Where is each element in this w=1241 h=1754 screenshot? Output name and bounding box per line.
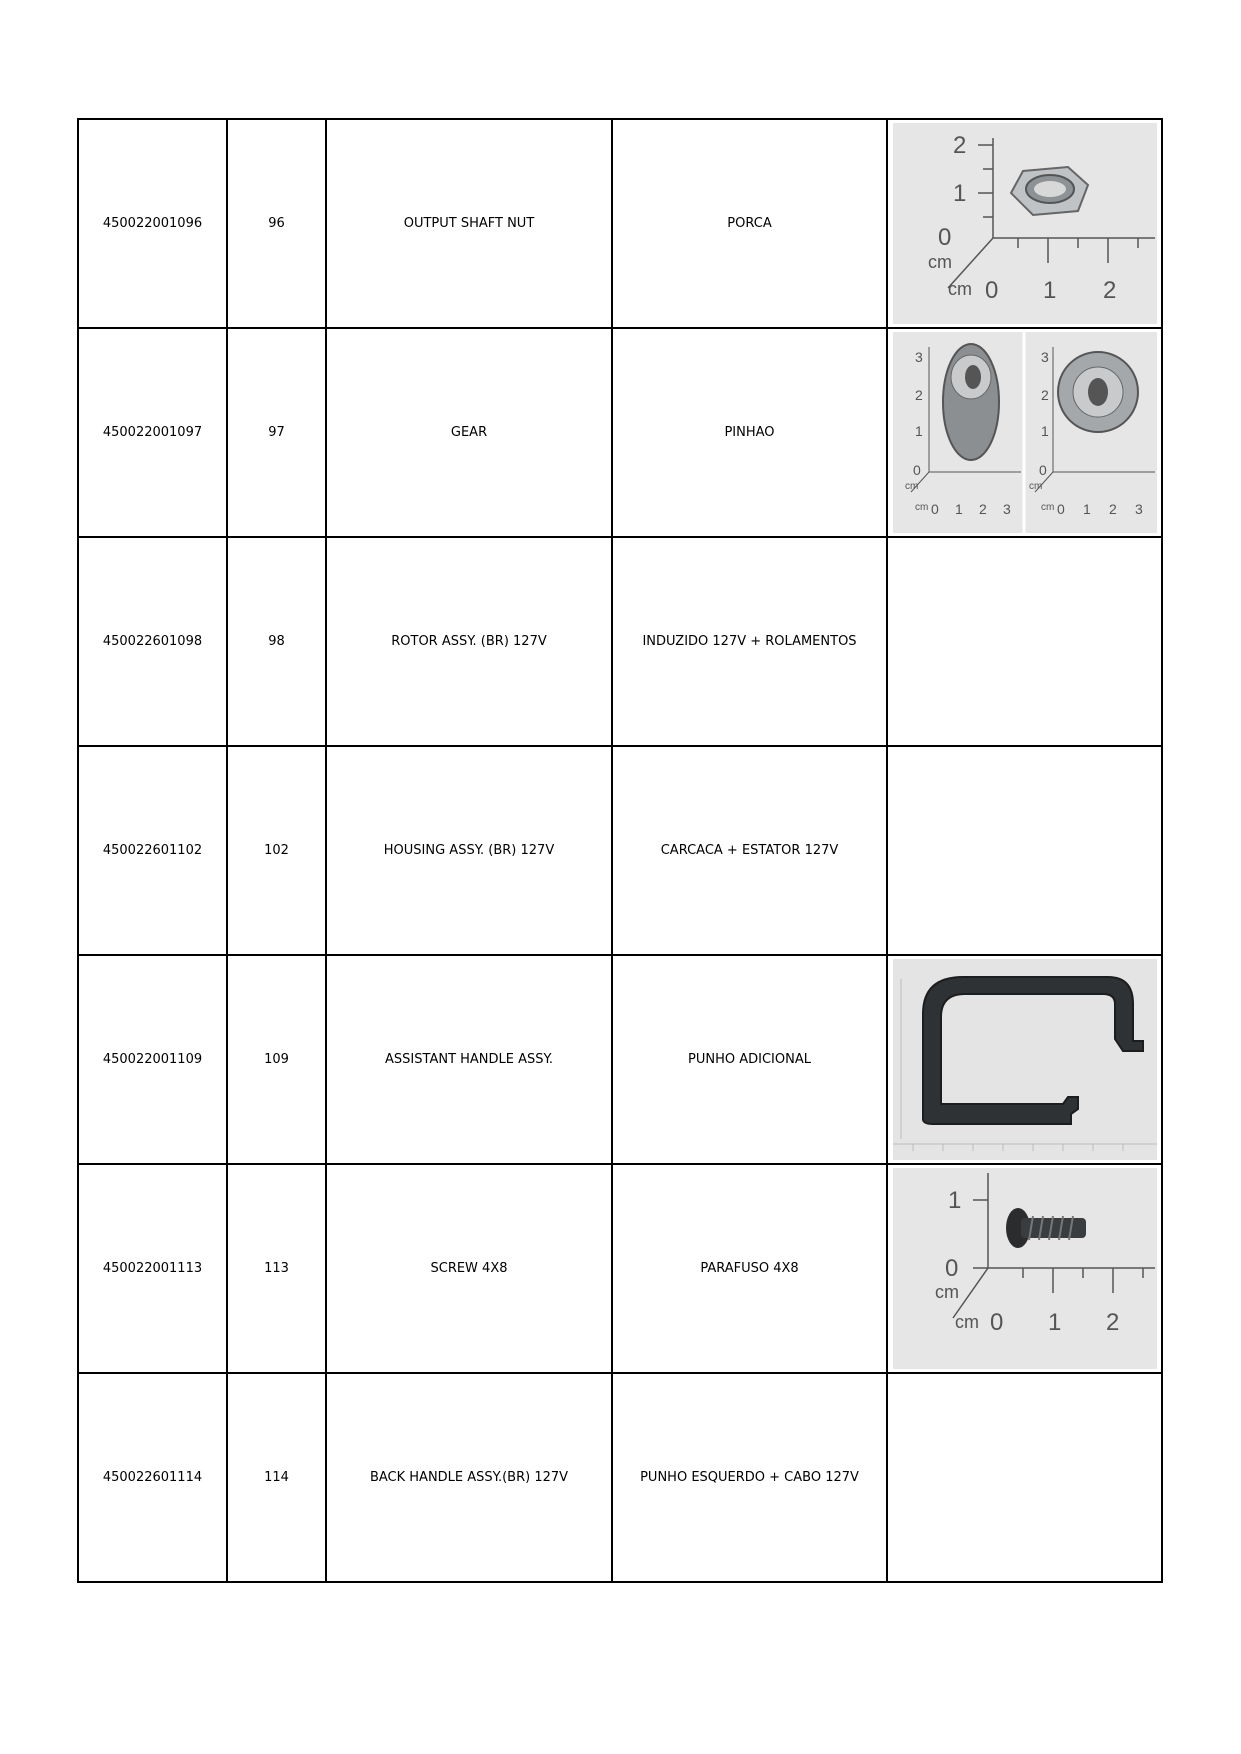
scale-label: 1 (952, 180, 966, 207)
position-number: 97 (227, 328, 326, 537)
position-number: 109 (227, 955, 326, 1164)
scale-label: 1 (914, 423, 923, 439)
scale-label: 2 (914, 387, 923, 403)
part-image-cell (887, 328, 1162, 537)
scale-label: 3 (1134, 501, 1143, 517)
scale-unit: cm (904, 481, 918, 492)
table-row (78, 955, 1162, 1164)
scale-label: 0 (930, 501, 939, 517)
position-number: 102 (227, 746, 326, 955)
scale-unit: cm (914, 502, 928, 513)
description-pt: PUNHO ESQUERDO + CABO 127V (612, 1373, 887, 1582)
handle-photo (893, 959, 1157, 1160)
part-code: 450022601098 (78, 537, 227, 746)
scale-label: 3 (1002, 501, 1011, 517)
scale-label: 0 (1038, 462, 1047, 478)
parts-table (77, 118, 1163, 1583)
scale-unit: cm (934, 1282, 959, 1302)
scale-label: 1 (954, 501, 963, 517)
scale-label: 0 (989, 1309, 1003, 1336)
gear-photo (893, 332, 1157, 533)
position-number: 113 (227, 1164, 326, 1373)
nut-photo (893, 123, 1157, 324)
scale-label: 0 (1056, 501, 1065, 517)
scale-label: 2 (1040, 387, 1049, 403)
part-image-cell (887, 746, 1162, 955)
scale-unit: cm (927, 252, 952, 272)
part-code: 450022601114 (78, 1373, 227, 1582)
scale-label: 3 (1040, 349, 1049, 365)
description-pt: INDUZIDO 127V + ROLAMENTOS (612, 537, 887, 746)
part-code: 450022601102 (78, 746, 227, 955)
description-en: ROTOR ASSY. (BR) 127V (326, 537, 612, 746)
scale-label: 2 (978, 501, 987, 517)
screw-photo (893, 1168, 1157, 1369)
description-en: HOUSING ASSY. (BR) 127V (326, 746, 612, 955)
table-row (78, 328, 1162, 537)
description-pt: PINHAO (612, 328, 887, 537)
description-en: ASSISTANT HANDLE ASSY. (326, 955, 612, 1164)
description-en: OUTPUT SHAFT NUT (326, 119, 612, 328)
description-pt: PARAFUSO 4X8 (612, 1164, 887, 1373)
position-number: 114 (227, 1373, 326, 1582)
scale-label: 0 (984, 277, 998, 304)
scale-label: 1 (1042, 277, 1056, 304)
table-row (78, 746, 1162, 955)
description-pt: PUNHO ADICIONAL (612, 955, 887, 1164)
part-code: 450022001096 (78, 119, 227, 328)
part-image-cell (887, 1373, 1162, 1582)
part-code: 450022001113 (78, 1164, 227, 1373)
scale-label: 2 (952, 132, 966, 159)
scale-label: 0 (937, 224, 951, 251)
part-image-cell (887, 1164, 1162, 1373)
part-image-cell (887, 955, 1162, 1164)
scale-label: 1 (1082, 501, 1091, 517)
scale-label: 2 (1102, 277, 1116, 304)
table-row (78, 1164, 1162, 1373)
description-en: GEAR (326, 328, 612, 537)
scale-label: 2 (1108, 501, 1117, 517)
scale-label: 1 (947, 1187, 961, 1214)
position-number: 96 (227, 119, 326, 328)
scale-label: 3 (914, 349, 923, 365)
scale-unit: cm (1028, 481, 1042, 492)
part-code: 450022001097 (78, 328, 227, 537)
description-pt: CARCACA + ESTATOR 127V (612, 746, 887, 955)
scale-label: 0 (944, 1255, 958, 1282)
table-row (78, 1373, 1162, 1582)
scale-label: 1 (1040, 423, 1049, 439)
scale-unit: cm (954, 1312, 979, 1332)
part-code: 450022001109 (78, 955, 227, 1164)
scale-label: 1 (1047, 1309, 1061, 1336)
description-pt: PORCA (612, 119, 887, 328)
table-row (78, 537, 1162, 746)
part-image-cell (887, 119, 1162, 328)
position-number: 98 (227, 537, 326, 746)
description-en: BACK HANDLE ASSY.(BR) 127V (326, 1373, 612, 1582)
scale-unit: cm (1040, 502, 1054, 513)
description-en: SCREW 4X8 (326, 1164, 612, 1373)
scale-label: 2 (1105, 1309, 1119, 1336)
table-row (78, 119, 1162, 328)
scale-label: 0 (912, 462, 921, 478)
scale-unit: cm (947, 279, 972, 299)
part-image-cell (887, 537, 1162, 746)
